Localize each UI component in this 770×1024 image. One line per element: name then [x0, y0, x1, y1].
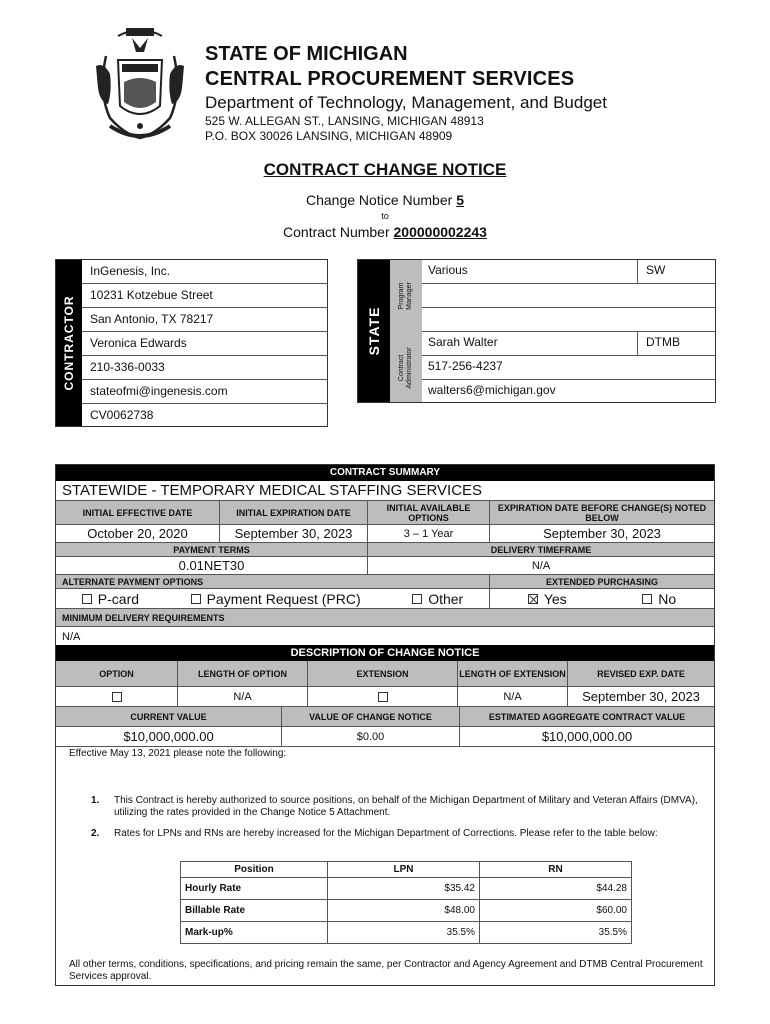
michigan-seal-icon: [88, 22, 192, 146]
option-checkbox[interactable]: [112, 692, 122, 702]
contract-admin-agency: DTMB: [637, 332, 715, 355]
expiration-before: September 30, 2023: [543, 526, 661, 541]
other-checkbox[interactable]: [412, 594, 422, 604]
lpn-header: LPN: [328, 862, 480, 878]
payment-terms-header: PAYMENT TERMS: [56, 543, 368, 556]
no-checkbox[interactable]: [642, 594, 652, 604]
contract-summary-table: [55, 464, 715, 986]
address-line-1: 525 W. ALLEGAN ST., LANSING, MICHIGAN 48913: [205, 114, 484, 128]
department-name: Department of Technology, Management, and Budget: [205, 93, 607, 112]
to-label: to: [381, 211, 389, 221]
length-of-extension: N/A: [458, 687, 568, 706]
contractor-contact: Veronica Edwards: [82, 332, 327, 356]
delivery-timeframe: N/A: [531, 559, 551, 572]
agency-name: CENTRAL PROCUREMENT SERVICES: [205, 68, 575, 90]
state-block: [357, 259, 716, 403]
length-of-option: N/A: [178, 687, 308, 706]
prc-checkbox[interactable]: [191, 594, 201, 604]
contract-admin-name: Sarah Walter: [428, 335, 498, 349]
prc-option[interactable]: Payment Request (PRC): [191, 591, 361, 607]
contract-admin-phone: 517-256-4237: [422, 356, 715, 380]
current-value-header: CURRENT VALUE: [56, 707, 282, 726]
yes-checkbox-checked[interactable]: [528, 594, 538, 604]
program-manager-row: [422, 260, 715, 284]
state-name: STATE OF MICHIGAN: [205, 43, 408, 65]
extended-purchasing-header: EXTENDED PURCHASING: [490, 575, 714, 588]
contract-admin-row: [422, 332, 715, 356]
extended-yes-option[interactable]: Yes: [528, 591, 567, 607]
rn-header: RN: [480, 862, 632, 878]
initial-options-header: INITIAL AVAILABLE OPTIONS: [368, 501, 490, 524]
effective-date-note: Effective May 13, 2021 please note the following:: [69, 748, 287, 759]
table-row: Billable Rate $48.00 $60.00: [181, 900, 632, 922]
initial-options: 3 – 1 Year: [368, 525, 490, 542]
pcard-option[interactable]: P-card: [82, 591, 139, 607]
extended-no-option[interactable]: No: [642, 591, 676, 607]
contract-admin-email: walters6@michigan.gov: [428, 383, 556, 397]
address-line-2: P.O. BOX 30026 LANSING, MICHIGAN 48909: [205, 129, 453, 143]
expiration-before-header: EXPIRATION DATE BEFORE CHANGE(S) NOTED BELOW: [490, 501, 714, 524]
state-side-label: STATE: [358, 260, 390, 402]
table-row: Mark-up% 35.5% 35.5%: [181, 922, 632, 944]
position-header: Position: [181, 862, 328, 878]
value-of-change: $0.00: [282, 727, 460, 746]
initial-effective-date-header: INITIAL EFFECTIVE DATE: [56, 501, 220, 524]
delivery-timeframe-header: DELIVERY TIMEFRAME: [368, 543, 714, 556]
program-manager-label: Program Manager: [398, 282, 413, 310]
program-manager-agency: SW: [637, 260, 715, 283]
program-manager-name: Various: [428, 263, 468, 277]
length-of-extension-header: LENGTH OF EXTENSION: [458, 661, 568, 686]
initial-effective-date: October 20, 2020: [56, 525, 220, 542]
page-title: CONTRACT CHANGE NOTICE: [263, 160, 507, 179]
extension-checkbox[interactable]: [378, 692, 388, 702]
pcard-checkbox[interactable]: [82, 594, 92, 604]
program-manager-email: [422, 308, 715, 332]
contractor-email: stateofmi@ingenesis.com: [82, 380, 327, 404]
contract-summary-bar: CONTRACT SUMMARY: [56, 465, 714, 481]
contract-title: STATEWIDE - TEMPORARY MEDICAL STAFFING SERVICES: [56, 481, 714, 501]
revised-exp-date-header: REVISED EXP. DATE: [568, 661, 714, 686]
contractor-phone: 210-336-0033: [82, 356, 327, 380]
contractor-vendor-id: CV0062738: [90, 408, 154, 422]
revised-exp-date: September 30, 2023: [582, 689, 700, 704]
change-notice-number: 5: [456, 192, 464, 208]
contract-admin-label: Contract Administrator: [398, 347, 413, 389]
contract-number: 200000002243: [393, 224, 487, 240]
change-description-bar: DESCRIPTION OF CHANGE NOTICE: [56, 645, 714, 661]
other-option[interactable]: Other: [412, 591, 463, 607]
change-notice-label: Change Notice Number: [306, 192, 457, 208]
minimum-delivery-value: N/A: [62, 631, 81, 643]
list-item: 1. This Contract is hereby authorized to source positions, on behalf of the Michigan Department of Military and Veteran Affairs (DMVA), utilizing the rates provided in the Change Notice 5 Attachment.: [91, 795, 698, 818]
estimated-value: $10,000,000.00: [541, 729, 633, 744]
length-of-option-header: LENGTH OF OPTION: [178, 661, 308, 686]
option-header: OPTION: [56, 661, 178, 686]
estimated-value-header: ESTIMATED AGGREGATE CONTRACT VALUE: [460, 707, 714, 726]
contractor-name: InGenesis, Inc.: [82, 260, 327, 284]
contract-number-line: [0, 224, 770, 240]
change-items-list: [91, 795, 701, 849]
program-manager-phone: [422, 284, 715, 308]
contractor-street: 10231 Kotzebue Street: [82, 284, 327, 308]
rate-table: [180, 861, 632, 944]
minimum-delivery-header: MINIMUM DELIVERY REQUIREMENTS: [56, 609, 714, 626]
table-header-row: [181, 862, 632, 878]
initial-expiration-date-header: INITIAL EXPIRATION DATE: [220, 501, 368, 524]
initial-expiration-date: September 30, 2023: [220, 525, 368, 542]
contractor-city: San Antonio, TX 78217: [82, 308, 327, 332]
extension-header: EXTENSION: [308, 661, 458, 686]
payment-terms: 0.01NET30: [56, 557, 368, 574]
contractor-block: [55, 259, 328, 427]
change-notice-line: [0, 192, 770, 208]
alternate-payment-header: ALTERNATE PAYMENT OPTIONS: [56, 575, 490, 588]
contract-number-label: Contract Number: [283, 224, 394, 240]
value-of-change-header: VALUE OF CHANGE NOTICE: [282, 707, 460, 726]
current-value: $10,000,000.00: [56, 727, 282, 746]
footer-note: All other terms, conditions, specifications, and pricing remain the same, per Contractor and Agency Agreement and DTMB Central Procurement Services approval.: [69, 959, 703, 982]
letterhead: [205, 42, 607, 144]
contractor-side-label: CONTRACTOR: [56, 260, 82, 426]
list-item: 2. Rates for LPNs and RNs are hereby increased for the Michigan Department of Corrections. Please refer to the table below:: [91, 828, 658, 839]
table-row: Hourly Rate $35.42 $44.28: [181, 878, 632, 900]
